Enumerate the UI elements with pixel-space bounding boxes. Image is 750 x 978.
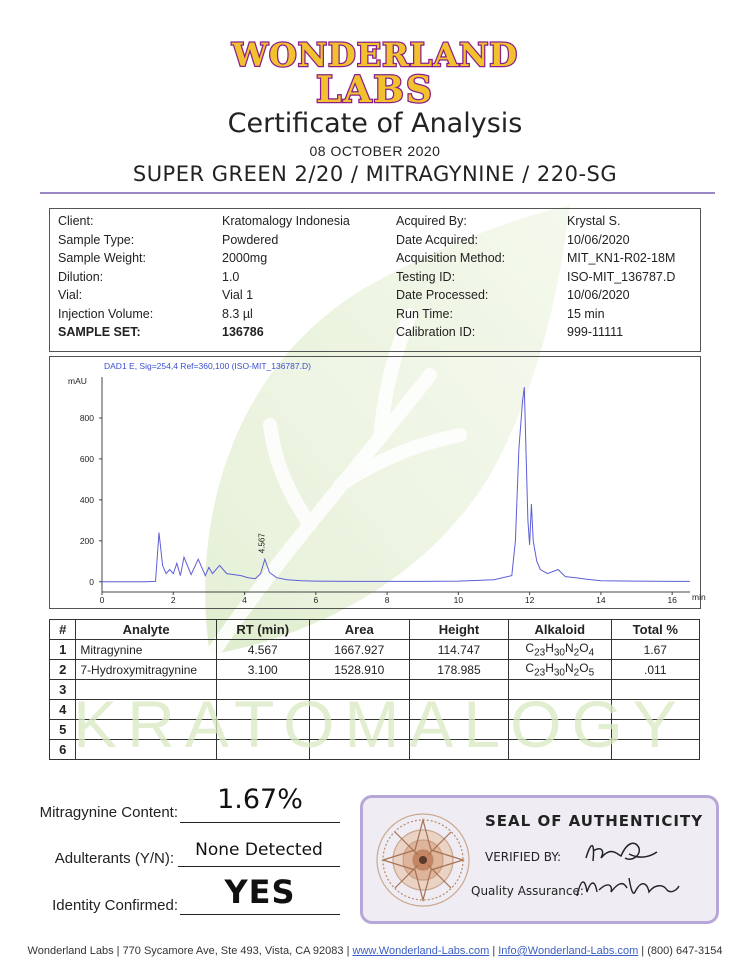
info-label: Sample Type:: [58, 232, 135, 247]
adulterants-value: None Detected: [195, 840, 323, 860]
y-tick-label: 400: [79, 494, 94, 505]
results-header-cell: Height: [409, 620, 508, 640]
results-header-cell: Total %: [611, 620, 699, 640]
seal-emblem-icon: [373, 810, 473, 910]
identity-line: [180, 914, 340, 915]
certificate-date: 08 OCTOBER 2020: [309, 143, 441, 159]
mitragynine-content-label: Mitragynine Content:: [39, 804, 178, 821]
info-label: Vial:: [58, 288, 83, 302]
qa-signature-icon: [573, 870, 683, 904]
footer-company: Wonderland Labs: [27, 945, 114, 957]
info-label: Injection Volume:: [58, 306, 154, 321]
total-percent-cell: 1.67: [611, 640, 699, 660]
row-number: 4: [50, 700, 76, 720]
row-number: 6: [50, 740, 76, 760]
chromatogram: [49, 356, 706, 609]
verified-by-label: VERIFIED BY:: [485, 850, 562, 864]
rt-cell: 4.567: [216, 640, 309, 660]
info-value: Krystal S.: [567, 214, 621, 228]
info-label: Run Time:: [396, 306, 453, 321]
wonderland-labs-logo: [0, 28, 750, 111]
y-tick-label: 600: [79, 453, 94, 464]
info-value: Kratomalogy Indonesia: [222, 214, 350, 228]
chart-title: DAD1 E, Sig=254,4 Ref=360,100 (ISO-MIT_136787.D): [104, 361, 311, 371]
results-header-row: [50, 620, 700, 640]
row-number: 2: [50, 660, 76, 680]
quality-assurance-label: Quality Assurance:: [471, 884, 584, 898]
sample-info-box: [49, 208, 701, 352]
x-tick-label: 14: [596, 595, 606, 605]
results-header-cell: Analyte: [76, 620, 216, 640]
product-name: SUPER GREEN 2/20 / MITRAGYNINE / 220-SG: [132, 162, 618, 186]
footer-email-link[interactable]: Info@Wonderland-Labs.com: [498, 945, 639, 957]
footer-phone: (800) 647-3154: [647, 945, 723, 957]
page-title: Certificate of Analysis: [227, 108, 523, 139]
info-label: Acquisition Method:: [396, 251, 506, 265]
logo-line2: LABS: [316, 69, 434, 111]
row-number: 3: [50, 680, 76, 700]
x-tick-label: 4: [242, 595, 247, 605]
footer-separator: |: [346, 945, 353, 957]
info-value: 136786: [222, 325, 264, 339]
analyte-cell: 7-Hydroxymitragynine: [76, 660, 216, 680]
row-number: 5: [50, 720, 76, 740]
total-percent-cell: .011: [611, 660, 699, 680]
table-row: [50, 660, 700, 680]
identity-confirmed-label: Identity Confirmed:: [52, 897, 178, 914]
x-tick-label: 2: [170, 595, 176, 605]
footer-separator: |: [116, 945, 123, 957]
info-label: Date Acquired:: [396, 232, 478, 247]
mitragynine-line: [180, 822, 340, 823]
rt-cell: 3.100: [216, 660, 309, 680]
info-value: 10/06/2020: [567, 288, 630, 302]
info-value: MIT_KN1-R02-18M: [567, 251, 676, 265]
info-value: Powdered: [222, 232, 279, 247]
x-tick-label: 12: [524, 595, 535, 605]
info-label: Client:: [58, 214, 94, 228]
height-cell: 178.985: [409, 660, 508, 680]
info-value: Vial 1: [222, 288, 254, 302]
x-tick-label: 10: [453, 595, 464, 605]
info-value: 8.3 µl: [222, 306, 253, 321]
footer-separator: |: [492, 945, 499, 957]
info-value: 1.0: [222, 269, 240, 284]
area-cell: 1667.927: [309, 640, 409, 660]
mitragynine-content-value: 1.67%: [217, 784, 303, 815]
watermark-text: KRATOMALOGY: [73, 687, 687, 761]
adulterants-label: Adulterants (Y/N):: [54, 850, 174, 867]
x-axis-label: min: [692, 592, 706, 602]
info-value: ISO-MIT_136787.D: [567, 269, 676, 284]
y-tick-label: 0: [89, 576, 94, 587]
analyte-cell: Mitragynine: [76, 640, 216, 660]
chromatogram-chart: [50, 357, 706, 608]
info-value: 999-11111: [567, 325, 624, 339]
info-label: Date Processed:: [396, 288, 489, 302]
info-label: Dilution:: [58, 269, 104, 284]
info-value: 10/06/2020: [567, 232, 630, 247]
row-number: 1: [50, 640, 76, 660]
seal-of-authenticity: [360, 795, 719, 924]
x-tick-label: 16: [667, 595, 677, 605]
verifier-signature-icon: [581, 836, 661, 868]
info-label: SAMPLE SET:: [58, 325, 141, 339]
header-divider: [40, 192, 715, 194]
x-tick-label: 8: [384, 595, 390, 605]
x-tick-label: 6: [313, 595, 319, 605]
results-header-cell: RT (min): [216, 620, 309, 640]
area-cell: 1528.910: [309, 660, 409, 680]
identity-confirmed-value: YES: [224, 873, 296, 911]
results-header-cell: Area: [309, 620, 409, 640]
footer-separator: |: [641, 945, 648, 957]
results-header-cell: #: [50, 620, 76, 640]
info-value: 2000mg: [222, 251, 268, 265]
alkaloid-cell: $C_{23}H_{30}N_2O_4$: [508, 640, 611, 660]
footer: [0, 945, 750, 957]
alkaloid-cell: $C_{23}H_{30}N_2O_5$: [508, 660, 611, 680]
footer-address: 770 Sycamore Ave, Ste 493, Vista, CA 92083: [122, 945, 344, 957]
y-tick-label: 800: [79, 412, 94, 423]
info-label: Sample Weight:: [58, 251, 147, 265]
peak-annotation-label: 4.567: [257, 533, 267, 554]
info-label: Calibration ID:: [396, 325, 476, 339]
x-tick-label: 0: [99, 595, 105, 605]
footer-website-link[interactable]: www.Wonderland-Labs.com: [352, 945, 490, 957]
chromatogram-series-line: [102, 387, 690, 582]
adulterants-line: [178, 866, 340, 867]
info-label: Acquired By:: [396, 214, 467, 228]
table-row: [50, 640, 700, 660]
info-value: 15 min: [567, 306, 605, 321]
y-tick-label: 200: [79, 535, 94, 546]
height-cell: 114.747: [409, 640, 508, 660]
info-label: Testing ID:: [396, 269, 456, 284]
logo-line1: WONDERLAND: [231, 36, 519, 74]
seal-title: SEAL OF AUTHENTICITY: [485, 812, 704, 830]
y-axis-label: mAU: [68, 376, 87, 386]
results-header-cell: Alkaloid: [508, 620, 611, 640]
